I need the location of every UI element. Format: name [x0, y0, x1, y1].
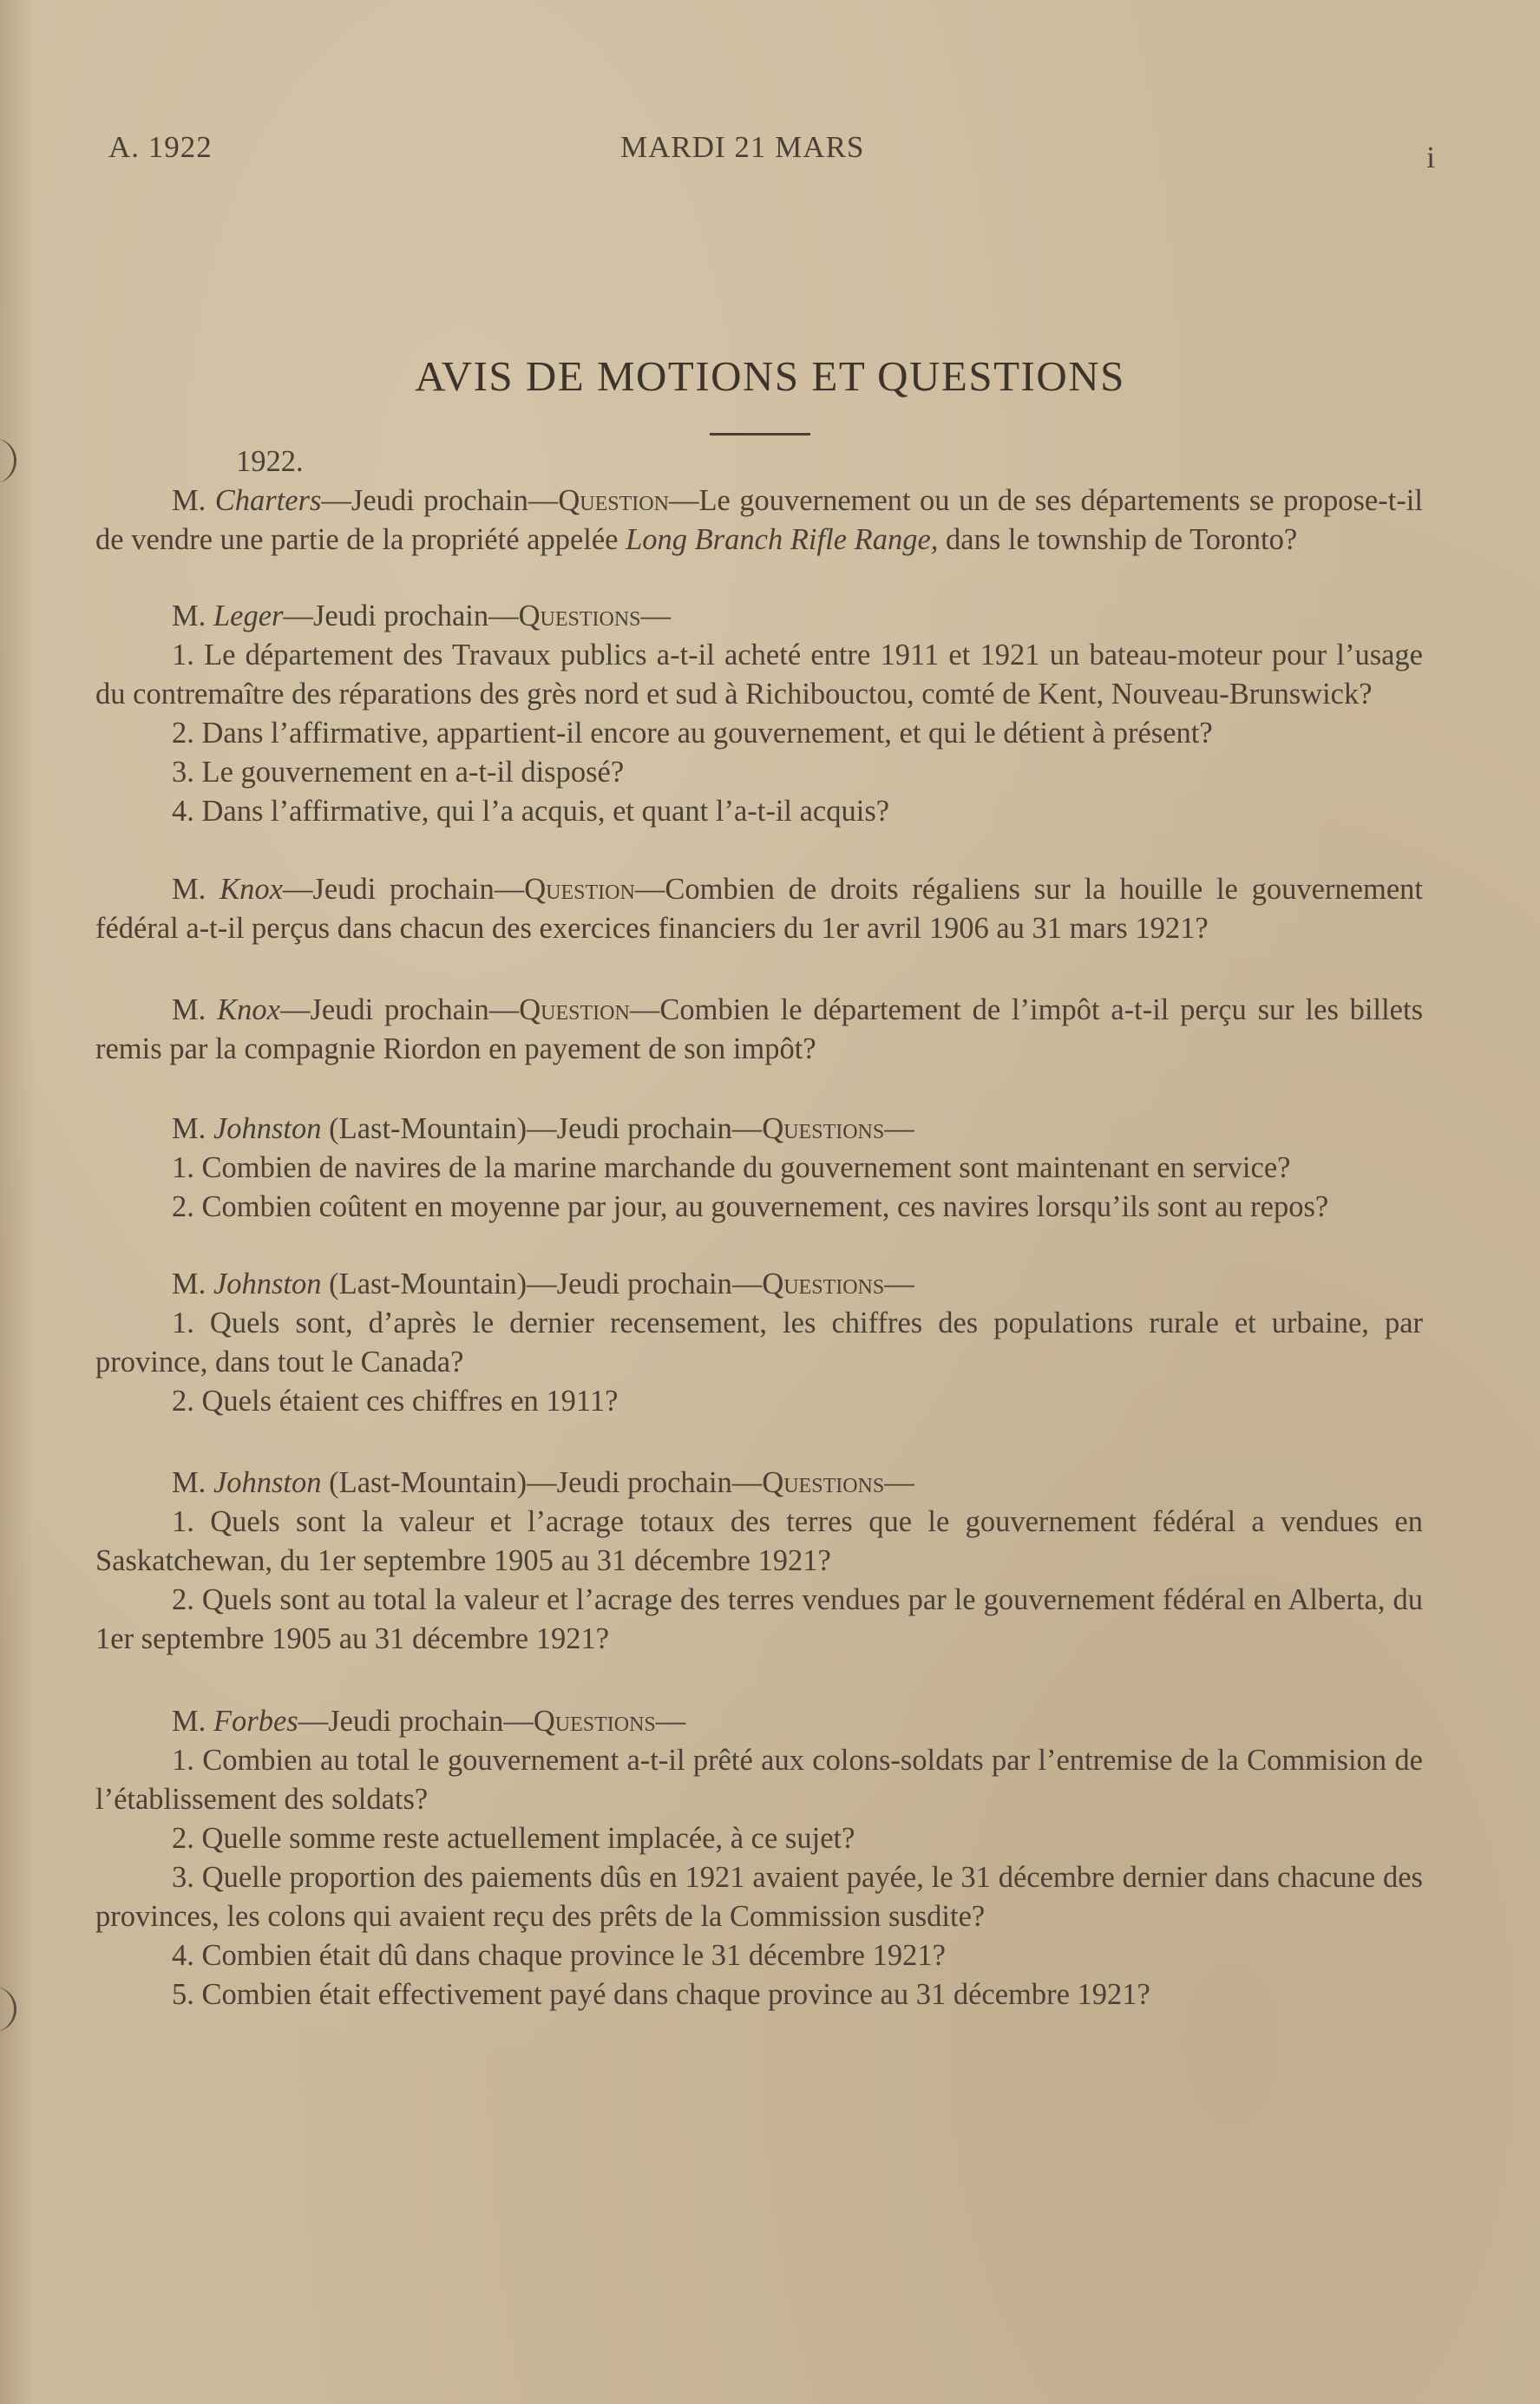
- notice-date: (Last-Mountain)—Jeudi prochain—: [321, 1466, 763, 1499]
- running-head: [108, 130, 1436, 182]
- question-item: 1. Quels sont la valeur et l’acrage totaux des terres que le gouvernement fédéral a vendues en Saskatchewan, du 1er septembre 1905 au 31 décembre 1921?: [95, 1505, 1423, 1577]
- question-item: 1. Combien de navires de la marine marchande du gouvernement sont maintenant en service?: [172, 1151, 1291, 1184]
- member-name: Charters: [214, 484, 322, 517]
- notice-forbes: [95, 1702, 1423, 2014]
- question-text: —: [884, 1112, 914, 1145]
- question-label: Questions: [518, 599, 641, 632]
- page-title: AVIS DE MOTIONS ET QUESTIONS: [415, 352, 1125, 400]
- question-item: 2. Quelle somme reste actuellement implacée, à ce sujet?: [172, 1822, 855, 1855]
- member-prefix: M.: [172, 993, 218, 1026]
- question-item: 4. Combien était dû dans chaque province le 31 décembre 1921?: [172, 1939, 946, 1972]
- question-item: 2. Quels sont au total la valeur et l’acrage des terres vendues par le gouvernement fédéral en Alberta, du 1er septembre 1905 au 31 décembre 1921?: [95, 1583, 1423, 1655]
- question-item: 3. Le gouvernement en a-t-il disposé?: [172, 756, 625, 789]
- member-prefix: M.: [172, 873, 220, 906]
- question-text-tail: dans le township de Toronto?: [938, 523, 1298, 556]
- question-item: 2. Dans l’affirmative, appartient-il encore au gouvernement, et qui le détient à présent?: [172, 717, 1213, 750]
- notice-date: (Last-Mountain)—Jeudi prochain—: [321, 1268, 763, 1300]
- notice-leger: [95, 597, 1423, 831]
- header-date: MARDI 21 MARS: [620, 130, 865, 164]
- question-paragraph: [95, 991, 1423, 1069]
- question-text: —: [884, 1268, 914, 1300]
- question-item: 1. Combien au total le gouvernement a-t-il prêté aux colons-soldats par l’entremise de la Commision de l’établissement des soldats?: [95, 1744, 1423, 1816]
- notice-intro: [95, 1110, 1423, 1149]
- notice-intro: [95, 597, 1423, 636]
- question-text: —: [640, 599, 672, 632]
- place-name: Long Branch Rifle Range,: [626, 523, 939, 556]
- member-prefix: M.: [172, 1705, 213, 1738]
- margin-bracket-mark: [0, 438, 16, 483]
- page-number: i: [1426, 141, 1436, 174]
- member-prefix: M.: [172, 599, 213, 632]
- notices-body: [95, 442, 1423, 2014]
- notice-date: —Jeudi prochain—: [298, 1705, 534, 1738]
- session-year: 1922.: [236, 445, 304, 478]
- member-name: Forbes: [213, 1705, 298, 1738]
- notice-johnston-lands: [95, 1464, 1423, 1659]
- question-item: 1. Le département des Travaux publics a-t-il acheté entre 1911 et 1921 un bateau-moteur pour l’usage du contremaître des réparations des grès nord et sud à Richibouctou, comté de Kent, Nouveau-Brunswick?: [95, 639, 1423, 711]
- member-name: Knox: [220, 873, 283, 906]
- question-label: Questions: [533, 1705, 656, 1738]
- notice-johnston-ships: [95, 1110, 1423, 1227]
- notice-date: —Jeudi prochain—: [282, 873, 525, 906]
- notice-charters: [95, 481, 1423, 560]
- notice-knox-tax: [95, 991, 1423, 1069]
- notice-date: (Last-Mountain)—Jeudi prochain—: [321, 1112, 763, 1145]
- question-label: Questions: [762, 1466, 885, 1499]
- notice-intro: [95, 1464, 1423, 1503]
- question-item: 5. Combien était effectivement payé dans chaque province au 31 décembre 1921?: [172, 1978, 1150, 2011]
- notice-johnston-population: [95, 1265, 1423, 1421]
- notice-intro: [95, 1265, 1423, 1304]
- member-prefix: M.: [172, 1268, 213, 1300]
- member-name: Johnston: [213, 1112, 322, 1145]
- member-name: Johnston: [213, 1466, 322, 1499]
- notice-date: —Jeudi prochain—: [279, 993, 520, 1026]
- question-text: —Le gouvernement ou un de ses départements se propose-t-il de vendre une partie de la propriété appelée: [95, 484, 1423, 556]
- header-year: A. 1922: [108, 130, 213, 164]
- margin-bracket-mark: [0, 1987, 16, 2032]
- question-paragraph: [95, 481, 1423, 560]
- member-prefix: M.: [172, 1466, 213, 1499]
- question-item: 2. Combien coûtent en moyenne par jour, au gouvernement, ces navires lorsqu’ils sont au repos?: [172, 1190, 1329, 1223]
- notice-knox-coal: [95, 870, 1423, 948]
- question-text: —: [884, 1466, 914, 1499]
- question-item: 1. Quels sont, d’après le dernier recensement, les chiffres des populations rurale et urbaine, par province, dans tout le Canada?: [95, 1307, 1423, 1379]
- member-name: Leger: [213, 599, 284, 632]
- question-label: Question: [524, 873, 635, 906]
- member-name: Knox: [217, 993, 280, 1026]
- question-item: 4. Dans l’affirmative, qui l’a acquis, et quant l’a-t-il acquis?: [172, 795, 890, 828]
- question-text: —: [655, 1705, 686, 1738]
- question-paragraph: [95, 870, 1423, 948]
- member-prefix: M.: [172, 1112, 213, 1145]
- question-label: Questions: [762, 1268, 885, 1300]
- question-text: —Combien de droits régaliens sur la houille le gouvernement fédéral a-t-il perçus dans chacun des exercices financiers du 1er avril 1906 au 31 mars 1921?: [95, 873, 1423, 945]
- member-prefix: M.: [172, 484, 215, 517]
- question-item: 3. Quelle proportion des paiements dûs en 1921 avaient payée, le 31 décembre dernier dans chacune des provinces, les colons qui avaient reçu des prêts de la Commission susdite?: [95, 1861, 1423, 1933]
- notice-date: —Jeudi prochain—: [321, 484, 559, 517]
- question-label: Question: [558, 484, 669, 517]
- question-label: Questions: [762, 1112, 885, 1145]
- notice-intro: [95, 1702, 1423, 1741]
- title-rule: [710, 433, 810, 436]
- member-name: Johnston: [213, 1268, 322, 1300]
- notice-date: —Jeudi prochain—: [283, 599, 519, 632]
- question-item: 2. Quels étaient ces chiffres en 1911?: [172, 1385, 619, 1418]
- question-text: —Combien le département de l’impôt a-t-il perçu sur les billets remis par la compagnie Riordon en payement de son impôt?: [95, 993, 1423, 1065]
- question-label: Question: [519, 993, 630, 1026]
